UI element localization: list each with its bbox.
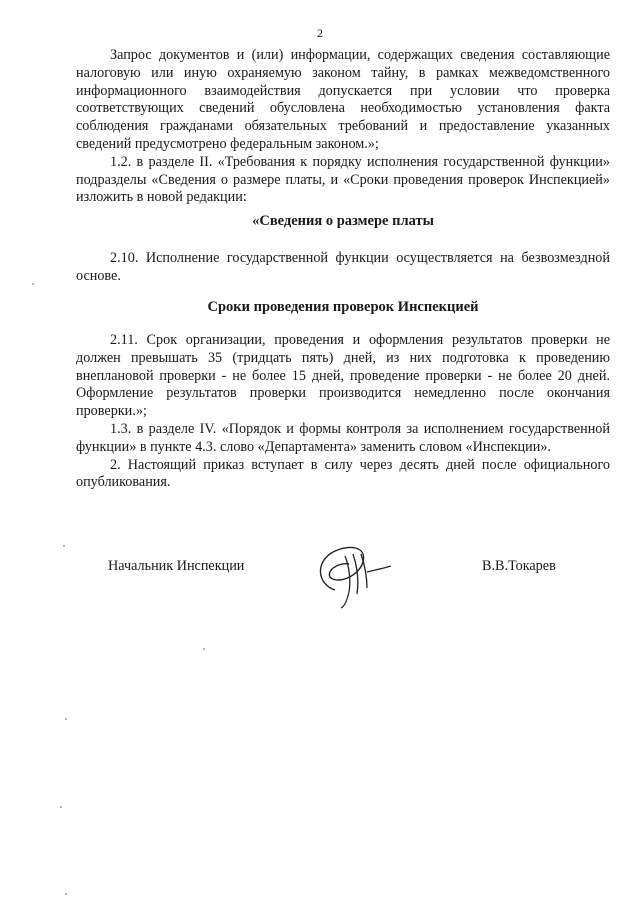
paragraph-2-11: 2.11. Срок организации, проведения и оформления результатов проверки не должен превышать 35 (тридцать пять) дней, из них подготовка к проведению внеплановой проверки - не более 15 дней, проведение проверки - не более 20 дней. Оформление результатов проверки производится немедленно после окончания проверки.»; [76, 332, 610, 420]
scan-speck [203, 648, 205, 650]
scan-speck [65, 893, 67, 895]
paragraph-2-effective: 2. Настоящий приказ вступает в силу через десять дней после официального опубликования. [76, 456, 610, 491]
scan-speck [65, 718, 67, 720]
text-block-terms [76, 332, 610, 492]
scan-speck [60, 806, 62, 808]
paragraph-interagency-request: Запрос документов и (или) информации, содержащих сведения составляющие налоговую или иную охраняемую законом тайну, в рамках межведомственного информационного взаимодействия допускается при условии что проверка соответствующих сведений обусловлена необходимостью установления факта соблюдения гражданами обязательных требований и предоставление указанных сведений предусмотрено федеральным законом.»; [76, 47, 610, 152]
text-block-top [76, 47, 610, 207]
paragraph-1-3: 1.3. в разделе IV. «Порядок и формы контроля за исполнением государственной функции» в пункте 4.3. слово «Департамента» заменить словом «Инспекции». [76, 420, 610, 455]
page-number: 2 [317, 26, 323, 40]
paragraph-2-10: 2.10. Исполнение государственной функции осуществляется на безвозмездной основе. [76, 250, 610, 284]
signatory-name: В.В.Токарев [482, 558, 556, 574]
heading-fee-info: «Сведения о размере платы [252, 213, 434, 229]
handwritten-signature [305, 532, 395, 610]
scan-speck [63, 545, 65, 547]
paragraph-1-2: 1.2. в разделе II. «Требования к порядку исполнения государственной функции» подразделы «Сведения о размере платы, и «Сроки проведения проверок Инспекцией» изложить в новой редакции: [76, 153, 610, 206]
scan-speck [32, 283, 34, 285]
text-block-fee [76, 250, 610, 286]
signatory-title: Начальник Инспекции [108, 558, 245, 574]
heading-inspection-terms: Сроки проведения проверок Инспекцией [207, 299, 479, 315]
